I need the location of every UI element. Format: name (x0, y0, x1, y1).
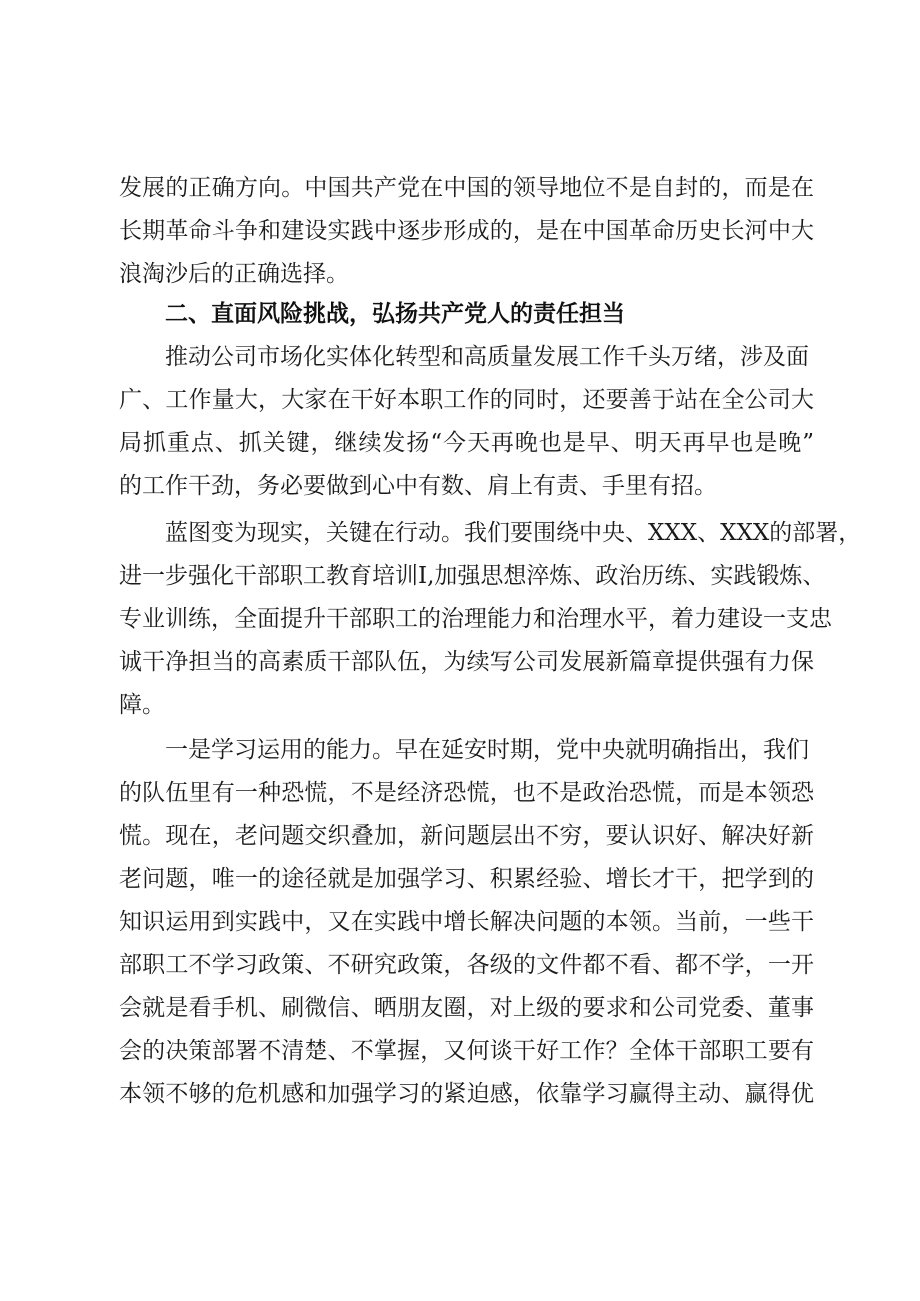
body-line: 浪淘沙后的正确选择。 (119, 261, 349, 287)
body-line: 专业训练，全面提升干部职工的治理能力和治理水平，着力建设一支忠 (119, 606, 832, 632)
body-line: 诚干净担当的高素质干部队伍，为续写公司发展新篇章提供强有力保 (119, 649, 814, 675)
body-line: 会的决策部署不清楚、不掌握，又何谈干好工作？全体干部职工要有 (119, 1038, 814, 1064)
body-line: 老问题，唯一的途径就是加强学习、积累经验、增长才干，把学到的 (119, 866, 814, 892)
body-line: 广、工作量大，大家在干好本职工作的同时，还要善于站在全公司大 (119, 387, 814, 413)
body-line: 慌。现在，老问题交织叠加，新问题层出不穷，要认识好、解决好新 (119, 823, 814, 849)
paragraph-first-line: 一是学习运用的能力。早在延安时期，党中央就明确指出，我们 (165, 737, 809, 763)
body-line: 本领不够的危机感和加强学习的紧迫感，依靠学习赢得主动、赢得优 (119, 1081, 814, 1107)
body-line: 的工作干劲，务必要做到心中有数、肩上有责、手里有招。 (119, 473, 717, 499)
paragraph-first-line: 推动公司市场化实体化转型和高质量发展工作千头万绪，涉及面 (165, 344, 809, 370)
body-line: 的队伍里有一种恐慌，不是经济恐慌，也不是政治恐慌，而是本领恐 (119, 780, 814, 806)
body-line: 局抓重点、抓关键，继续发扬“今天再晚也是早、明天再早也是晚” (119, 430, 814, 456)
body-line: 知识运用到实践中，又在实践中增长解决问题的本领。当前，一些干 (119, 909, 814, 935)
body-line: 会就是看手机、刷微信、晒朋友圈，对上级的要求和公司党委、董事 (119, 995, 814, 1021)
body-line: 进一步强化干部职工教育培训I,加强思想淬炼、政治历练、实践锻炼、 (119, 563, 826, 589)
section-heading: 二、直面风险挑战，弘扬共产党人的责任担当 (165, 301, 625, 327)
body-line: 发展的正确方向。中国共产党在中国的领导地位不是自封的，而是在 (119, 175, 814, 201)
body-line: 部职工不学习政策、不研究政策，各级的文件都不看、都不学，一开 (119, 952, 814, 978)
paragraph-first-line: 蓝图变为现实，关键在行动。我们要围绕中央、XXX、XXX的部署， (165, 520, 862, 546)
body-line: 长期革命斗争和建设实践中逐步形成的，是在中国革命历史长河中大 (119, 218, 814, 244)
body-line: 障。 (119, 692, 165, 718)
